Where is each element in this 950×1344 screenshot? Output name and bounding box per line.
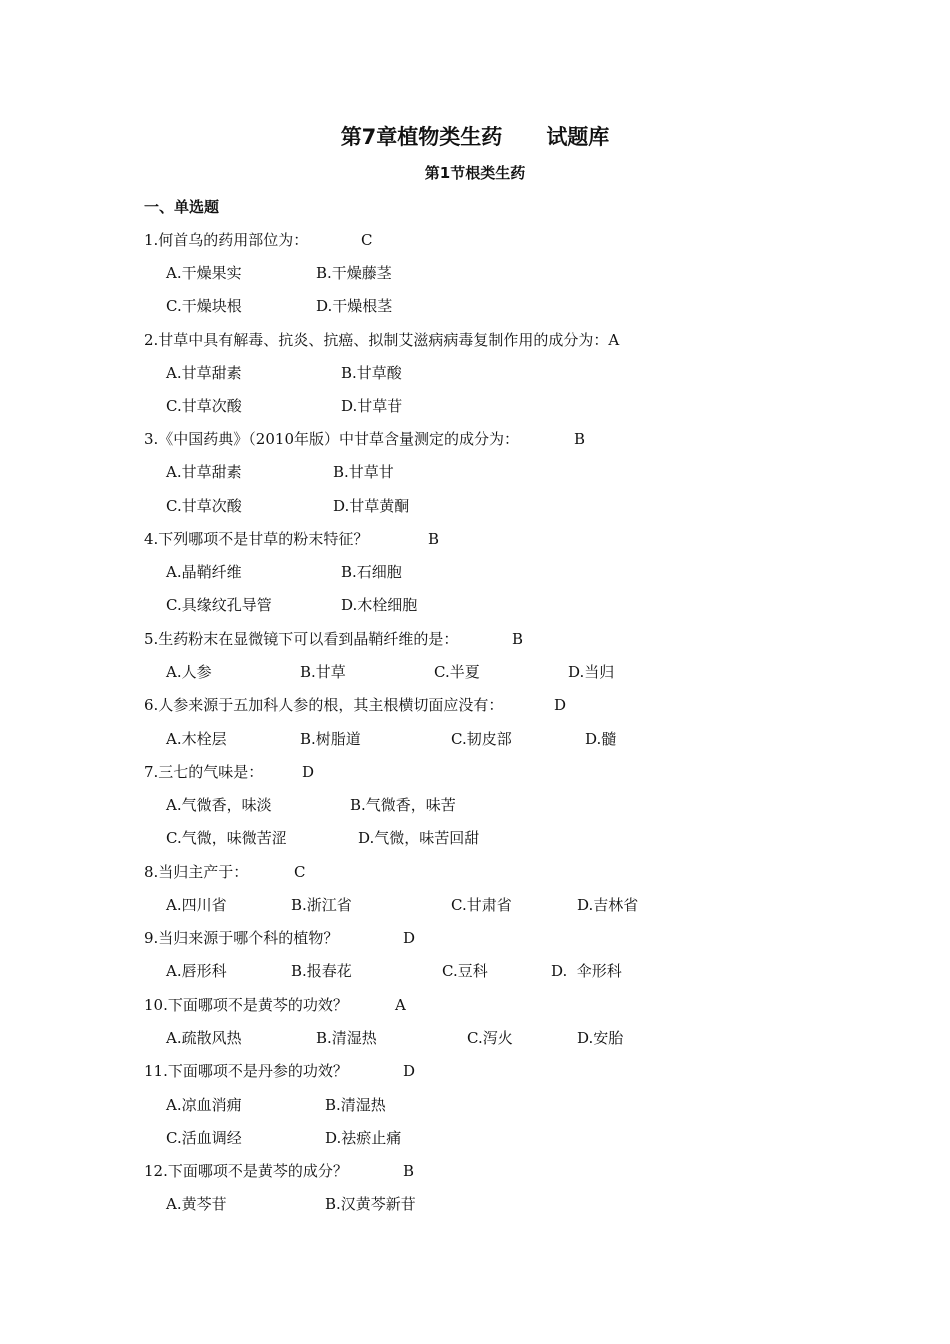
- option: A.甘草甜素: [166, 364, 242, 382]
- question-answer: B: [574, 430, 586, 448]
- option: D.安胎: [577, 1029, 624, 1047]
- question-stem: 2.甘草中具有解毒、抗炎、抗癌、拟制艾滋病病毒复制作用的成分为：: [144, 331, 609, 349]
- option: B.甘草酸: [341, 364, 402, 382]
- option: B.汉黄芩新苷: [325, 1195, 416, 1213]
- question-4: [144, 529, 440, 549]
- option: D. 伞形科: [551, 962, 622, 980]
- question-stem: 4.下列哪项不是甘草的粉末特征？: [144, 530, 369, 548]
- option: B.浙江省: [291, 896, 352, 914]
- option: C.甘草次酸: [166, 497, 242, 515]
- option: C.韧皮部: [451, 730, 512, 748]
- question-answer: A: [608, 331, 620, 349]
- option: A.晶鞘纤维: [166, 563, 242, 581]
- option: D.干燥根茎: [316, 297, 393, 315]
- question-1: [144, 230, 373, 250]
- question-answer: D: [403, 1062, 416, 1080]
- option: D.髓: [585, 730, 617, 748]
- question-10: [144, 995, 406, 1015]
- option: C.甘草次酸: [166, 397, 242, 415]
- question-7: [144, 762, 315, 782]
- question-stem: 10.下面哪项不是黄芩的功效？: [144, 996, 348, 1014]
- option: A.干燥果实: [166, 264, 242, 282]
- question-stem: 8.当归主产于：: [144, 863, 249, 881]
- option: C.甘肃省: [451, 896, 512, 914]
- question-8: [144, 862, 306, 882]
- question-11: [144, 1061, 416, 1081]
- question-answer: D: [403, 929, 416, 947]
- option: A.唇形科: [166, 962, 227, 980]
- option: B.甘草甘: [333, 463, 394, 481]
- chapter-subtitle-label: 试题库: [546, 125, 610, 149]
- option: B.气微香，味苦: [350, 796, 456, 814]
- question-answer: D: [302, 763, 315, 781]
- option: A.人参: [166, 663, 212, 681]
- option: A.木栓层: [166, 730, 227, 748]
- option: B.树脂道: [300, 730, 361, 748]
- option: C.半夏: [434, 663, 480, 681]
- option: A.疏散风热: [166, 1029, 242, 1047]
- option: D.祛瘀止痛: [325, 1129, 402, 1147]
- chapter-title: 第7章植物类生药: [340, 125, 503, 149]
- option: A.甘草甜素: [166, 463, 242, 481]
- question-6: [144, 695, 567, 715]
- question-type-heading: 一、单选题: [144, 198, 220, 216]
- section-title: 第1节根类生药: [424, 164, 526, 182]
- question-stem: 5.生药粉末在显微镜下可以看到晶鞘纤维的是：: [144, 630, 459, 648]
- option: D.气微，味苦回甜: [358, 829, 480, 847]
- question-answer: B: [403, 1162, 415, 1180]
- option: D.木栓细胞: [341, 596, 418, 614]
- option: A.四川省: [166, 896, 227, 914]
- question-answer: A: [395, 996, 406, 1014]
- option: C.豆科: [442, 962, 488, 980]
- question-answer: D: [554, 696, 567, 714]
- option: C.具缘纹孔导管: [166, 596, 272, 614]
- option: D.甘草苷: [341, 397, 403, 415]
- option: B.清湿热: [316, 1029, 377, 1047]
- option: C.气微，味微苦涩: [166, 829, 287, 847]
- question-stem: 1.何首乌的药用部位为：: [144, 231, 309, 249]
- question-answer: B: [512, 630, 524, 648]
- option: D.吉林省: [577, 896, 639, 914]
- question-stem: 7.三七的气味是：: [144, 763, 264, 781]
- option: C.干燥块根: [166, 297, 242, 315]
- question-answer: C: [294, 863, 306, 881]
- option: B.石细胞: [341, 563, 402, 581]
- question-9: [144, 928, 416, 948]
- question-3: [144, 429, 586, 449]
- question-stem: 3.《中国药典》（2010年版）中甘草含量测定的成分为：: [144, 430, 519, 448]
- question-stem: 6.人参来源于五加科人参的根，其主根横切面应没有：: [144, 696, 504, 714]
- option: C.活血调经: [166, 1129, 242, 1147]
- question-answer: B: [428, 530, 440, 548]
- question-12: [144, 1161, 415, 1181]
- option: D.甘草黄酮: [333, 497, 410, 515]
- option: B.甘草: [300, 663, 346, 681]
- option: A.凉血消痈: [166, 1096, 242, 1114]
- question-stem: 11.下面哪项不是丹参的功效？: [144, 1062, 348, 1080]
- option: A.气微香，味淡: [166, 796, 272, 814]
- question-stem: 9.当归来源于哪个科的植物？: [144, 929, 339, 947]
- option: D.当归: [568, 663, 615, 681]
- question-stem: 12.下面哪项不是黄芩的成分？: [144, 1162, 348, 1180]
- question-2: [144, 330, 619, 350]
- option: B.清湿热: [325, 1096, 386, 1114]
- page-title: [0, 121, 950, 151]
- option: C.泻火: [467, 1029, 513, 1047]
- option: A.黄芩苷: [166, 1195, 227, 1213]
- question-5: [144, 629, 524, 649]
- option: B.干燥藤茎: [316, 264, 392, 282]
- option: B.报春花: [291, 962, 352, 980]
- question-answer: C: [361, 231, 373, 249]
